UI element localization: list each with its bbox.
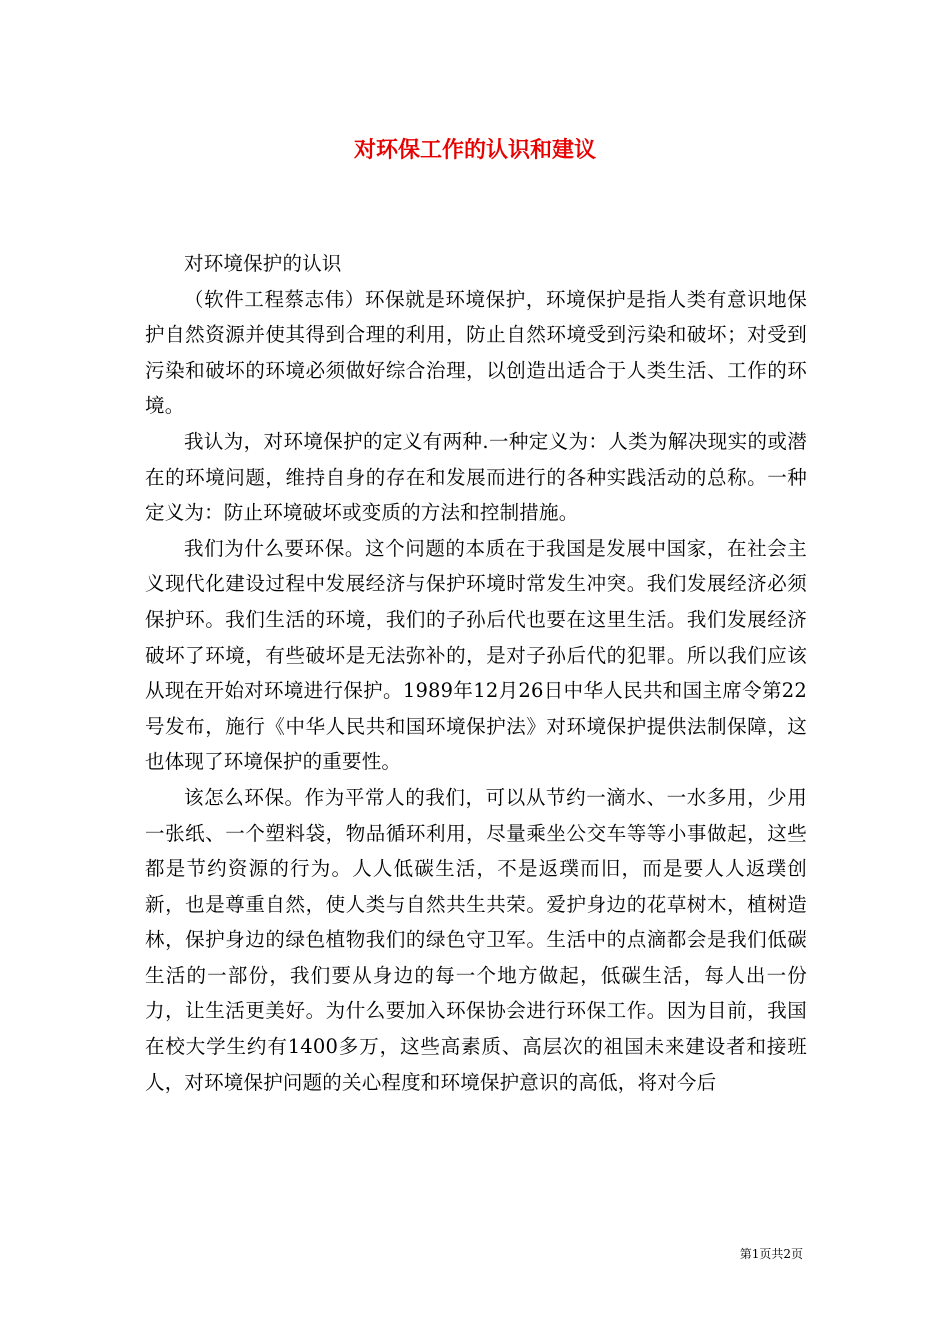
section-heading: 对环境保护的认识 <box>184 252 342 275</box>
page-number: 第1页共2页 <box>739 1247 803 1261</box>
paragraph: 该怎么环保。作为平常人的我们，可以从节约一滴水、一水多用，少用一张纸、一个塑料袋，物品循环利用，尽量乘坐公交车等等小事做起，这些都是节约资源的行为。人人低碳生活，不是返璞而旧，而是要人人返璞创新，也是尊重自然，使人类与自然共生共荣。爱护身边的花草树木，植树造林，保护身边的绿色植物我们的绿色守卫军。生活中的点滴都会是我们低碳生活的一部份，我们要从身边的每一个地方做起，低碳生活，每人出一份力，让生活更美好。为什么要加入环保协会进行环保工作。因为目前，我国在校大学生约有1400多万，这些高素质、高层次的祖国未来建设者和接班人，对环境保护问题的关心程度和环境保护意识的高低，将对今后 <box>145 785 807 1094</box>
paragraph: （软件工程蔡志伟）环保就是环境保护，环境保护是指人类有意识地保护自然资源并使其得到合理的利用，防止自然环境受到污染和破坏；对受到污染和破坏的环境必须做好综合治理，以创造出适合于人类生活、工作的环境。 <box>145 287 807 418</box>
document-body <box>145 246 807 1100</box>
paragraph: 我认为，对环境保护的定义有两种.一种定义为：人类为解决现实的或潜在的环境问题，维持自身的存在和发展而进行的各种实践活动的总称。一种定义为：防止环境破坏或变质的方法和控制措施。 <box>145 429 807 525</box>
document-title: 对环保工作的认识和建议 <box>353 137 596 163</box>
paragraph: 我们为什么要环保。这个问题的本质在于我国是发展中国家，在社会主义现代化建设过程中发展经济与保护环境时常发生冲突。我们发展经济必须保护环。我们生活的环境，我们的子孙后代也要在这里生活。我们发展经济破坏了环境，有些破坏是无法弥补的，是对子孙后代的犯罪。所以我们应该从现在开始对环境进行保护。1989年12月26日中华人民共和国主席令第22号发布，施行《中华人民共和国环境保护法》对环境保护提供法制保障，这也体现了环境保护的重要性。 <box>145 536 807 774</box>
